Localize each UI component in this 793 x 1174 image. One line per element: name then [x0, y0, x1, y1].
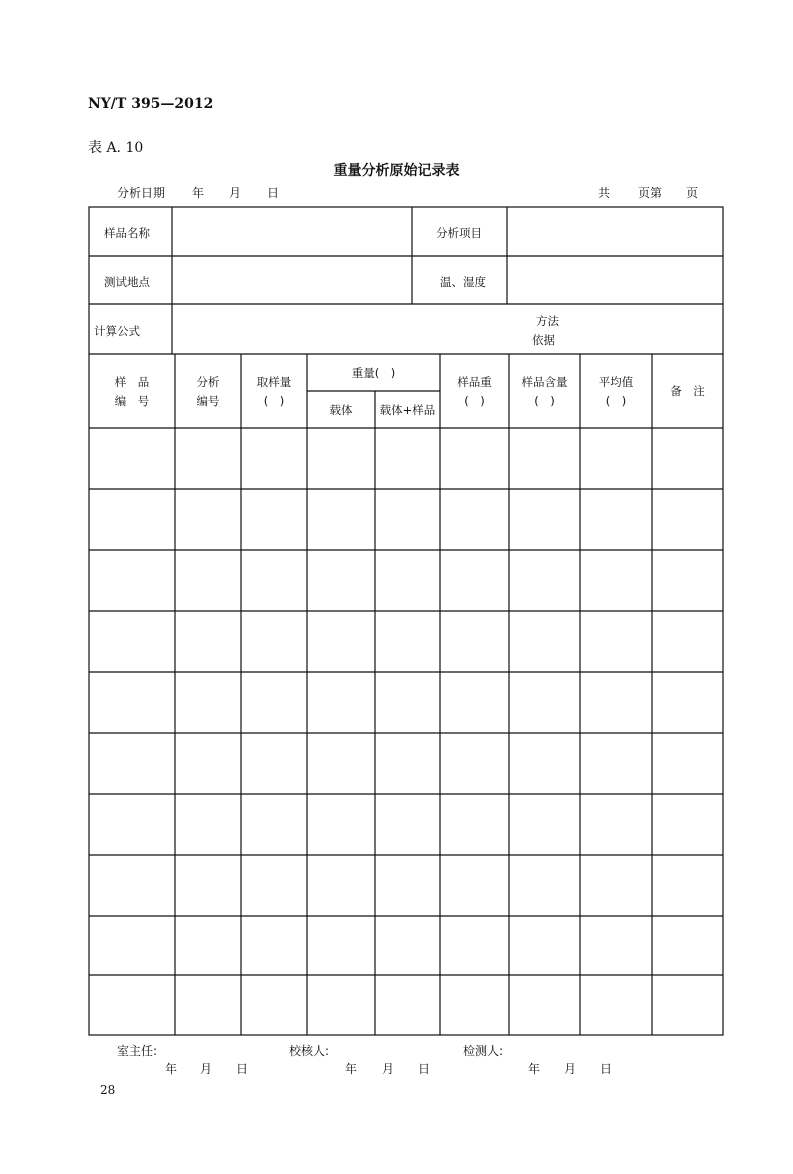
col-average [580, 373, 652, 411]
page-total-label: 共 [598, 186, 611, 200]
page-label: 页 [686, 186, 699, 200]
analysis-date-label: 分析日期 [117, 186, 166, 200]
page-number-of-label: 页第 [638, 186, 663, 200]
reviewer-year-label: 年 [345, 1062, 358, 1076]
reviewer-label: 校核人: [289, 1044, 330, 1058]
col-analysis-no [175, 373, 241, 411]
table-frame [89, 207, 723, 1035]
col-average-line2: ( ) [605, 394, 627, 408]
standard-code: NY/T 395—2012 [88, 96, 214, 112]
reviewer-day-label: 日 [418, 1062, 431, 1076]
date-year-label: 年 [192, 186, 205, 200]
col-remarks: 备 注 [670, 384, 705, 398]
col-sample-weight [440, 373, 509, 411]
formula-label: 计算公式 [94, 324, 140, 338]
col-carrier: 载体 [329, 403, 353, 417]
col-sample-no [89, 373, 175, 411]
col-sample-content-line1: 样品含量 [521, 375, 568, 389]
director-day-label: 日 [236, 1062, 249, 1076]
col-sample-no-line1: 样 品 [114, 375, 150, 389]
tester-year-label: 年 [528, 1062, 541, 1076]
director-year-label: 年 [165, 1062, 178, 1076]
col-sampling-amount [241, 373, 307, 411]
date-day-label: 日 [267, 186, 280, 200]
col-analysis-no-line1: 分析 [196, 375, 220, 389]
tester-month-label: 月 [564, 1062, 577, 1076]
temp-humidity-label: 温、湿度 [440, 275, 486, 289]
col-average-line1: 平均值 [598, 375, 634, 389]
col-analysis-no-line2: 编号 [196, 394, 220, 408]
col-weight: 重量( ) [351, 366, 396, 380]
lab-director-label: 室主任: [117, 1044, 158, 1058]
date-month-label: 月 [229, 186, 242, 200]
col-sample-weight-line1: 样品重 [457, 375, 492, 389]
col-sample-weight-line2: ( ) [464, 394, 485, 408]
table-number: 表 A. 10 [88, 140, 144, 156]
tester-day-label: 日 [600, 1062, 613, 1076]
col-sample-content-line2: ( ) [534, 394, 555, 408]
tester-label: 检测人: [463, 1044, 504, 1058]
col-sampling-amount-line1: 取样量 [256, 375, 292, 389]
director-month-label: 月 [200, 1062, 213, 1076]
col-sample-content [509, 373, 580, 411]
page-number: 28 [100, 1083, 116, 1097]
analysis-item-label: 分析项目 [436, 226, 482, 240]
sample-name-label: 样品名称 [104, 226, 150, 240]
col-sampling-amount-line2: ( ) [263, 394, 285, 408]
form-title: 重量分析原始记录表 [333, 163, 460, 179]
col-sample-no-line2: 编 号 [114, 394, 150, 408]
method-basis-label-2: 依据 [532, 333, 555, 347]
col-carrier-sample: 载体+样品 [379, 403, 436, 417]
reviewer-month-label: 月 [382, 1062, 395, 1076]
method-basis-label-1: 方法 [536, 314, 559, 328]
test-site-label: 测试地点 [104, 275, 150, 289]
